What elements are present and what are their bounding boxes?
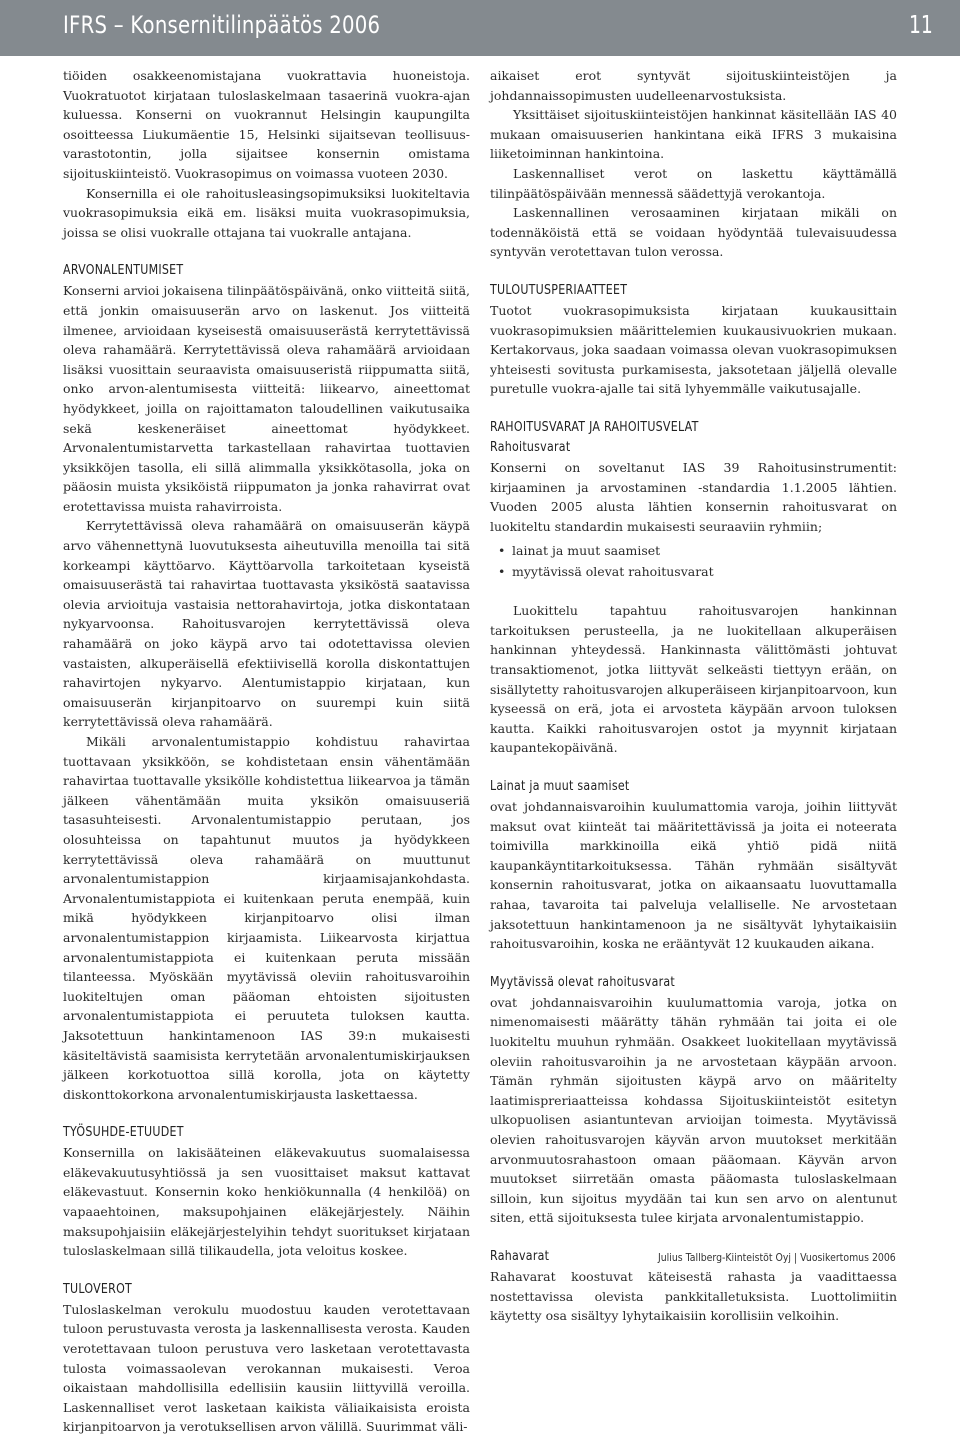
financial-asset-groups-list (490, 540, 897, 582)
subheading-rahoitusvarat: Rahoitusvarat (490, 439, 571, 455)
heading-tyosuhde-etuudet: TYÖSUHDE-ETUUDET (63, 1125, 184, 1141)
subheading-lainat-ja-saamiset: Lainat ja muut saamiset (490, 779, 630, 795)
paragraph-employee-benefits: Konsernilla on lakisääteinen eläkevakuutus suomalaisessa eläkevakuutusyhtiössä ja sen vuosittaiset maksut kattavat eläkevastuut. Konsernin koko henkiökunnalla (4 henkilöä) on vapaaehtoinen, maksupohjainen eläkejärjestely. Näihin maksupohjaisiin eläkejärjestelyihin tehdyt suoritukset kirjataan tuloslaskelmaan sillä tilikaudella, jota veloitus koskee. (63, 1145, 470, 1259)
paragraph-revenue-recognition: Tuotot vuokrasopimuksista kirjataan kuukausittain vuokrasopimuksien määrittelemien kuukausivuokrien mukaan. Kertakorvaus, joka saadaan voimassa olevan vuokrasopimuksen yhteisesti sovitusta purkamisesta, jaksotetaan jäljellä olevalle puretulle vuokra-ajalle tai sitä lyhyemmälle vaikutusajalle. (490, 302, 897, 397)
paragraph-income-taxes: Tuloslaskelman verokulu muodostuu kauden verotettavaan tuloon perustuvasta verosta ja laskennallisesta verosta. Kauden verotettavaan tuloon perustuva vero lasketaan verotettavasta tulosta voimassaolevan verokannan mukaisesti. Veroa oikaistaan mahdollisilla edellisiin kausiin liittyvillä veroilla. Laskennalliset verot lasketaan kaikista väliaikaisista eroista kirjanpitoarvon ja verotuksellisen arvon välillä. Suurimmat väli- (63, 1301, 470, 1435)
paragraph-tax-4: Laskennallinen verosaaminen kirjataan mikäli on todennäköistä että se voidaan hyödyntää tulevaisuudessa syntyvän verotettavan tulon verossa. (490, 205, 897, 260)
paragraph-lease-intro: tiöiden osakkeenomistajana vuokrattavia huoneistoja. Vuokratuotot kirjataan tuloslaskelmaan tasaerinä vuokra-ajan kuluessa. Konserni on vuokrannut Helsingin kaupungilta osoitteessa Liukumäentie 15, Helsinki sijaitsevan teollisuus-varastotontin, jolla sijaitsee konsernin omistama sijoituskiinteistö. Vuokrasopimus on voimassa vuoteen 2030. (63, 68, 470, 181)
paragraph-impairment-2: Kerrytettävissä oleva rahamäärä on omaisuuserän käypä arvo vähennettynä luovutuksesta aiheutuvilla menoilla tai sitä korkeampi käyttöarvo. Käyttöarvolla tarkoitetaan kyseistä omaisuuserästä tai rahavirtaa tuottavasta yksiköstä saatavissa olevia arvioituja vastaisia nettorahavirtoja, jotka diskontataan nykyarvoonsa. Rahoitusvarojen kerrytettävissä oleva rahamäärä on joko käypä arvo tai odotettavissa olevien vastaisten, alkuperäisellä efektiivisellä korolla diskontattujen rahavirtojen nykyarvo. Alentumistappio kirjataan, kun omaisuuserän kirjanpitoarvo on suurempi kuin siitä kerrytettävissä oleva rahamäärä. (63, 518, 470, 730)
list-item: • myytävissä olevat rahoitusvarat (512, 561, 897, 582)
paragraph-financial-assets-2: Luokittelu tapahtuu rahoitusvarojen hankinnan tarkoituksen perusteella, ja ne luokitellaan alkuperäisen hankinnan yhteydessä. Hankinnasta välittömästi johtuvat transaktiomenot, jotka liittyvät selkeästi tiettyyn erään, on sisällytetty rahoitusvarojen alkuperäiseen kirjanpitoarvoon, kun kyseessä on erä, jota ei arvosteta käypään arvoon tuloksen kautta. Kaikki rahoitusvarojen ostot ja myynnit kirjataan kaupantekopäivänä. (490, 603, 897, 756)
paragraph-impairment-1: Konserni arvioi jokaisena tilinpäätöspäivänä, onko viitteitä siitä, että jonkin omaisuuserän arvo on laskenut. Jos viitteitä ilmenee, arvioidaan kyseisestä omaisuuserästä kerrytettävissä oleva rahamäärä. Kerrytettävissä oleva rahamäärä arvioidaan lisäksi vuosittain seuraavista omaisuuseristä riippumatta siitä, onko arvon-alentumisesta viitteitä: liikearvo, aineettomat hyödykkeet, joilla on rajoittamaton taloudellinen vaikutusaika sekä keskeneräiset aineettomat hyödykkeet. Arvonalentumistarvetta tarkastellaan rahavirtaa tuottavien yksikköjen tasolla, eli sillä alimmalla yksikkötasolla, joka on pääosin muista yksiköistä riippumaton ja jonka rahavirrat ovat erotettavissa muista rahavirroista. (63, 283, 470, 514)
paragraph-tax-2: Yksittäiset sijoituskiinteistöjen hankinnat käsitellään IAS 40 mukaan omaisuuserien hankintana eikä IFRS 3 mukaisina liiketoiminnan hankintoina. (490, 107, 897, 162)
subheading-rahavarat: Rahavarat (490, 1248, 550, 1264)
paragraph-tax-3: Laskennalliset verot on laskettu käyttämällä tilinpäätöspäivään mennessä säädettyjä verokantoja. (490, 165, 897, 201)
subheading-myytavissa-olevat: Myytävissä olevat rahoitusvarat (490, 974, 676, 990)
paragraph-impairment-3: Mikäli arvonalentumistappio kohdistuu rahavirtaa tuottavaan yksikköön, se kohdistetaan ensin vähentämään rahavirtaa tuottavalle yksikölle kohdistettua liikearvoa ja tämän jälkeen vähentämään muita yksikön omaisuuseriä tasasuhteisesti. Arvonalentumistappio perutaan, jos olosuhteissa on tapahtunut muutos ja hyödykkeen kerrytettävissä oleva rahamäärä on muuttunut arvonalentumistappion kirjaamisajankohdasta. Arvonalentumistappiota ei kuitenkaan peruta enempää, kuin mikä hyödykkeen kirjanpitoarvo olisi ilman arvonalentumistappion kirjaamista. Liikearvosta kirjattua arvonalentumistappiota ei kuitenkaan peruta missään tilanteessa. Myöskään myytävissä oleviin rahoitusvaroihin luokiteltujen oman pääoman ehtoisten sijoitusten arvonalentumistappiota ei peruuteta tuloksen kautta. Jaksotettuun hankintamenoon IAS 39:n mukaisesti käsiteltävistä saamisista kerrytetään arvonalentumiskirjauksen jälkeen korkotuottoa sillä korolla, jota on käytetty diskonttokorkona arvonalentumiskirjausta laskettaessa. (63, 734, 470, 1102)
paragraph-cash: Rahavarat koostuvat käteisestä rahasta ja vaadittaessa nostettavissa olevista pankkitalletuksista. Luottolimiitin käytetty osa sisältyy lyhytaikaisiin korollisiin velkoihin. (490, 1268, 897, 1324)
heading-arvonalentumiset: ARVONALENTUMISET (63, 263, 184, 279)
paragraph-available-for-sale: ovat johdannaisvaroihin kuulumattomia varoja, jotka on nimenomaisesti määrätty tähän ryhmään tai joita ei ole luokiteltu muuhun ryhmään. Osakkeet luokitellaan myytävissä oleviin rahoitusvaroihin ja ne arvostetaan käypään arvoon. Tämän ryhmän sijoitusten käypä arvo on määritelty laatimispreriaatteissa kohdassa Sijoituskiinteistöt esitetyn ulkopuolisen asiantuntevan arvioijan toimesta. Myytävissä olevien rahoitusvarojen käyvän arvon muutokset merkitään arvonmuutosrahastoon omaan pääomaan. Käyvän arvon muutokset siirretään omasta pääomasta tuloslaskelmaan silloin, kun sijoitus myydään tai kun sen arvo on alentunut siten, että sijoituksesta tulee kirjata arvonalentumistappio. (490, 994, 897, 1226)
paragraph-tax-continued: aikaiset erot syntyvät sijoituskiinteistöjen ja johdannaissopimusten uudelleenarvostuksista. (490, 68, 897, 103)
heading-tuloverot: TULOVEROT (63, 1281, 133, 1297)
heading-tuloutusperiaatteet: TULOUTUSPERIAATTEET (490, 282, 628, 298)
paragraph-financial-assets-1: Konserni on soveltanut IAS 39 Rahoitusinstrumentit: kirjaaminen ja arvostaminen -standardia 1.1.2005 lähtien. Vuoden 2005 alusta lähtien konsernin rahoitusvarat on luokiteltu standardin mukaisesti seuraaviin ryhmiin; (490, 459, 897, 534)
paragraph-loans-receivables: ovat johdannaisvaroihin kuulumattomia varoja, joihin liittyvät maksut ovat kiinteät tai määritettävissä ja joita ei noteerata toimivilla markkinoilla eikä yhtiö pidä niitä kaupankäyntitarkoituksessa. Tähän ryhmään sisältyvät konsernin rahoitusvarat, jotka on aikaansaatu luovuttamalla rahaa, tavaroita tai palveluja velalliselle. Ne arvostetaan jaksotettuun hankintamenoon ja ne sisältyvät lyhytaikaisiin rahoitusvaroihin, koska ne erääntyvät 12 kuukauden aikana. (490, 799, 897, 952)
left-column (63, 66, 470, 1437)
page-number: 11 (909, 10, 933, 39)
document-title: IFRS – Konsernitilinpäätös 2006 (63, 11, 381, 39)
paragraph-leasing: Konsernilla ei ole rahoitusleasingsopimuksiksi luokiteltavia vuokrasopimuksia eikä em. lisäksi muita vuokrasopimuksia, joissa se olisi vuokralle ottajana tai vuokralle antajana. (63, 185, 470, 240)
list-item: • lainat ja muut saamiset (512, 540, 897, 561)
page-header (0, 0, 960, 56)
page-footer: Julius Tallberg-Kiinteistöt Oyj | Vuosikertomus 2006 (658, 1251, 896, 1264)
heading-rahoitusvarat-ja-velat: RAHOITUSVARAT JA RAHOITUSVELAT (490, 419, 699, 435)
right-column (490, 66, 897, 1326)
